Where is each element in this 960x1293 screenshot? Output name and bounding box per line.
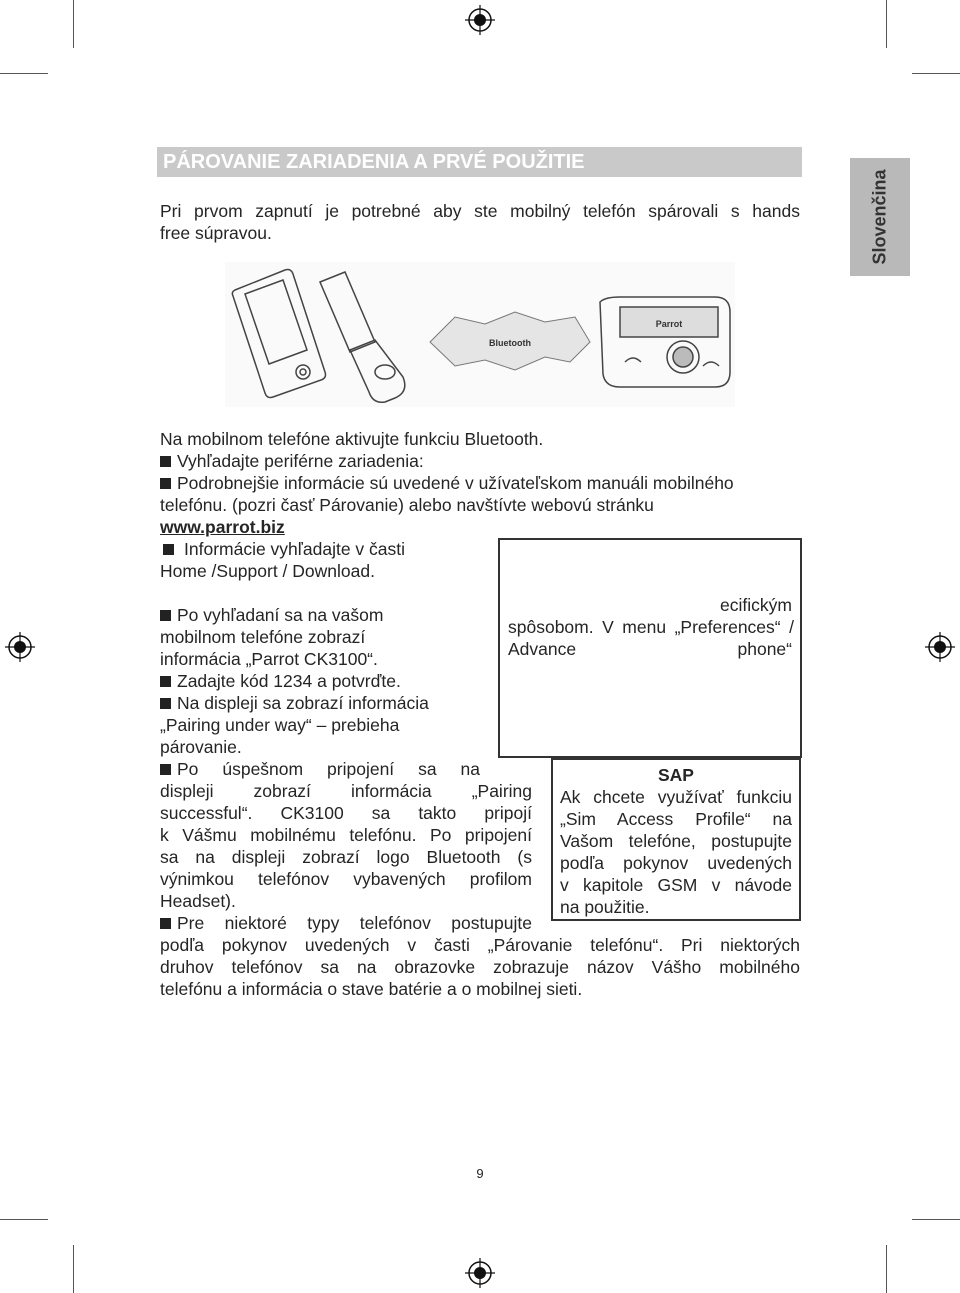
body-line: informácia „Parrot CK3100“. bbox=[160, 649, 378, 669]
parrot-website-link[interactable]: www.parrot.biz bbox=[160, 517, 285, 537]
device-brand-text: Parrot bbox=[655, 319, 683, 329]
bullet-square-icon bbox=[160, 610, 171, 621]
note-line: Advance bbox=[508, 639, 577, 659]
registration-mark-icon bbox=[5, 632, 35, 662]
body-line: podľa pokynov uvedených v časti „Párovanie telefónu“. Pri niektorých bbox=[160, 935, 800, 955]
sap-title: SAP bbox=[658, 765, 694, 785]
registration-mark-icon bbox=[465, 5, 495, 35]
page-number: 9 bbox=[476, 1166, 484, 1181]
sap-line: na použitie. bbox=[560, 897, 650, 917]
body-line: „Pairing under way“ – prebieha bbox=[160, 715, 400, 735]
body-line: k Vášmu mobilnému telefónu. Po pripojení bbox=[160, 825, 532, 845]
bullet-item: Zadajte kód 1234 a potvrďte. bbox=[160, 670, 401, 692]
bullet-square-icon bbox=[160, 918, 171, 929]
bullet-item: Po vyhľadaní sa na vašom bbox=[160, 604, 383, 626]
note-line: ecifickým bbox=[720, 595, 792, 615]
note-line: phone“ bbox=[737, 639, 792, 659]
body-line: Headset). bbox=[160, 891, 236, 911]
bullet-square-icon bbox=[160, 764, 171, 775]
pairing-illustration bbox=[225, 262, 735, 407]
crop-mark bbox=[886, 0, 887, 48]
crop-mark bbox=[0, 73, 48, 74]
body-line: párovanie. bbox=[160, 737, 242, 757]
bullet-square-icon bbox=[160, 478, 171, 489]
language-tab bbox=[850, 158, 910, 276]
crop-mark bbox=[912, 73, 960, 74]
sap-line: „Sim Access Profile“ na bbox=[560, 809, 792, 829]
bullet-square-icon bbox=[160, 456, 171, 467]
bullet-item: Informácie vyhľadajte v časti bbox=[160, 538, 405, 560]
bullet-item: Po úspešnom pripojení sa na bbox=[160, 758, 480, 780]
body-line: mobilnom telefóne zobrazí bbox=[160, 627, 366, 647]
body-line: successful“. CK3100 sa takto pripojí bbox=[160, 803, 532, 823]
body-line: Na mobilnom telefóne aktivujte funkciu Bluetooth. bbox=[160, 429, 544, 449]
body-line: Home /Support / Download. bbox=[160, 561, 375, 581]
body-line: telefónu. (pozri časť Párovanie) alebo navštívte webovú stránku bbox=[160, 495, 654, 515]
bullet-item: Podrobnejšie informácie sú uvedené v užívateľskom manuáli mobilného bbox=[160, 472, 734, 494]
language-tab-label: Slovenčina bbox=[869, 169, 890, 265]
bluetooth-badge-text: Bluetooth bbox=[489, 338, 531, 348]
sap-line: v kapitole GSM v návode bbox=[560, 875, 792, 895]
crop-mark bbox=[0, 1219, 48, 1220]
registration-mark-icon bbox=[465, 1258, 495, 1288]
body-line: druhov telefónov sa na obrazovke zobrazuje názov Vášho mobilného bbox=[160, 957, 800, 977]
body-line: telefónu a informácia o stave batérie a o mobilnej sieti. bbox=[160, 979, 583, 999]
bullet-item: Na displeji sa zobrazí informácia bbox=[160, 692, 429, 714]
bullet-square-icon bbox=[163, 544, 174, 555]
bluetooth-badge-icon bbox=[430, 312, 590, 370]
sap-line: Vašom telefóne, postupujte bbox=[560, 831, 792, 851]
body-line: displeji zobrazí informácia „Pairing bbox=[160, 781, 532, 801]
crop-mark bbox=[886, 1245, 887, 1293]
body-line: sa na displeji zobrazí logo Bluetooth (s bbox=[160, 847, 532, 867]
bullet-item: Vyhľadajte periférne zariadenia: bbox=[160, 450, 424, 472]
crop-mark bbox=[73, 0, 74, 48]
section-title: PÁROVANIE ZARIADENIA A PRVÉ POUŽITIE bbox=[157, 147, 802, 177]
bullet-square-icon bbox=[160, 698, 171, 709]
sap-note-box bbox=[551, 758, 801, 921]
intro-line: Pri prvom zapnutí je potrebné aby ste mobilný telefón spárovali s hands bbox=[160, 201, 800, 221]
registration-mark-icon bbox=[925, 632, 955, 662]
bullet-square-icon bbox=[160, 676, 171, 687]
note-line: spôsobom. V menu „Preferences“ / bbox=[508, 617, 794, 637]
crop-mark bbox=[912, 1219, 960, 1220]
bullet-item: Pre niektoré typy telefónov postupujte bbox=[160, 912, 532, 934]
intro-line: free súpravou. bbox=[160, 223, 272, 243]
sap-line: podľa pokynov uvedených bbox=[560, 853, 792, 873]
preferences-note-box bbox=[498, 538, 802, 758]
sap-line: Ak chcete využívať funkciu bbox=[560, 787, 792, 807]
body-line: výnimkou telefónov vybavených profilom bbox=[160, 869, 532, 889]
crop-mark bbox=[73, 1245, 74, 1293]
